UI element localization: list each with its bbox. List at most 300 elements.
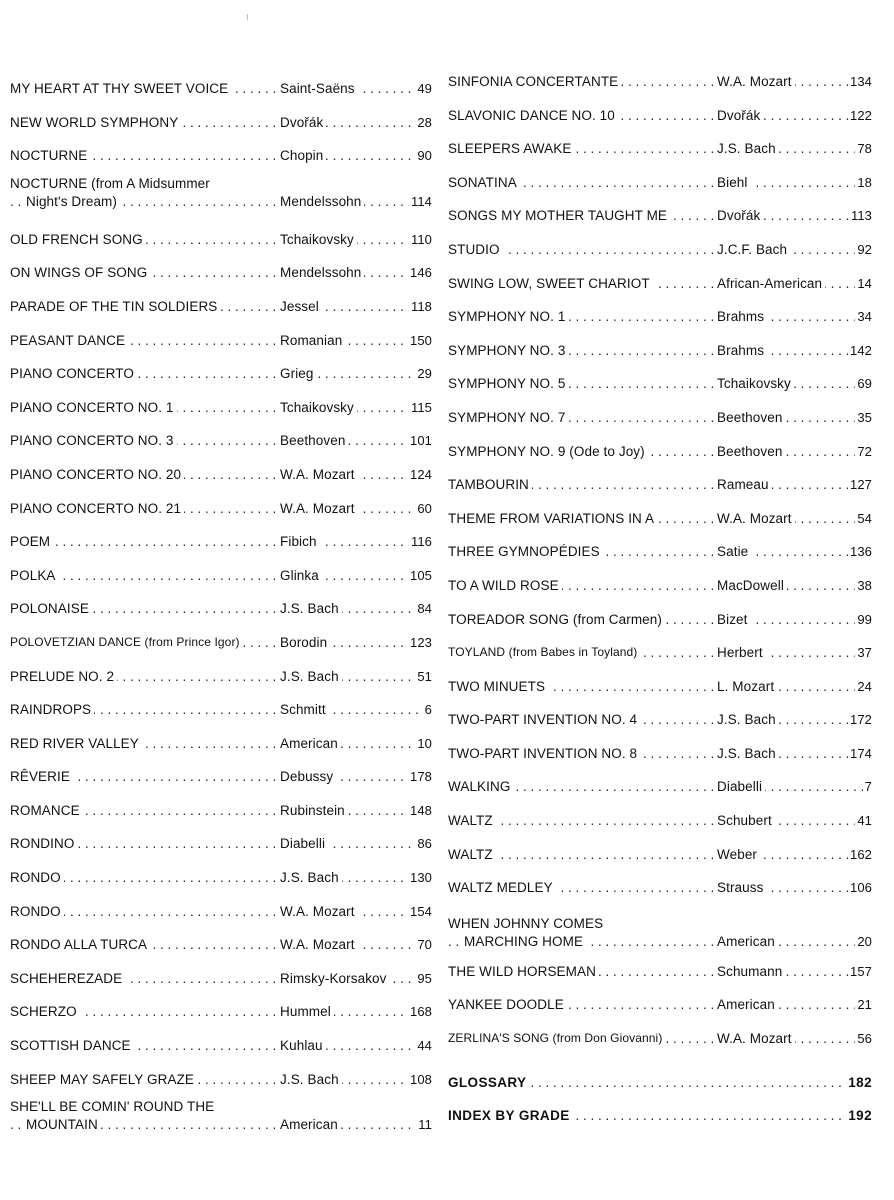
entry-page: 20 [857, 933, 872, 949]
entry-composer: African-American [717, 275, 825, 292]
index-entry [448, 742, 872, 776]
index-entry [10, 557, 432, 591]
index-column-left [10, 70, 432, 1144]
entry-title: THE WILD HORSEMAN [448, 963, 599, 980]
entry-title: TWO-PART INVENTION NO. 4 [448, 711, 640, 728]
entry-title-line [10, 802, 432, 819]
entry-composer: W.A. Mozart [717, 73, 795, 90]
entry-composer: Bizet [717, 611, 751, 628]
entry-title: SLAVONIC DANCE NO. 10 [448, 107, 618, 124]
entry-title-line [448, 342, 872, 359]
entry-page: 6 [424, 702, 432, 718]
entry-page: 95 [417, 970, 432, 986]
entry-composer: Dvořák [280, 114, 326, 131]
entry-title-line [448, 241, 872, 258]
entry-title: WALTZ [448, 846, 496, 863]
entry-page: 56 [857, 1031, 872, 1047]
entry-page: 70 [417, 937, 432, 953]
entry-title-line [10, 114, 432, 131]
entry-composer: Tchaikovsky [280, 231, 357, 248]
entry-page: 41 [857, 813, 872, 829]
entry-composer: Borodin [280, 634, 330, 651]
entry-page: 162 [850, 846, 872, 862]
entry-composer: J.S. Bach [280, 1071, 342, 1088]
entry-composer: Brahms [717, 308, 767, 325]
index-entry [448, 1071, 872, 1105]
entry-composer: Brahms [717, 342, 767, 359]
entry-page: 146 [410, 265, 432, 281]
entry-page: 99 [857, 611, 872, 627]
entry-title: YANKEE DOODLE [448, 996, 567, 1013]
entry-composer: Beethoven [717, 443, 785, 460]
entry-title: RONDO [10, 903, 64, 920]
index-entry [448, 1027, 872, 1061]
index-entry [448, 272, 872, 306]
entry-composer: American [280, 735, 341, 752]
entry-page: 192 [848, 1108, 872, 1124]
index-entry [10, 993, 432, 1027]
entry-title-line [10, 175, 432, 192]
entry-page: 49 [417, 81, 432, 96]
entry-page: 172 [850, 712, 872, 728]
entry-page: 108 [410, 1071, 432, 1087]
index-entry [10, 1027, 432, 1061]
leader-dots [10, 903, 432, 920]
index-entry [10, 422, 432, 456]
entry-title-line [448, 812, 872, 829]
entry-title: NOCTURNE [10, 147, 90, 164]
entry-title-line [448, 933, 872, 950]
entry-page: 142 [850, 342, 872, 358]
entry-title-continued: MARCHING HOME [464, 933, 586, 950]
entry-title: TO A WILD ROSE [448, 577, 562, 594]
index-entry [448, 993, 872, 1027]
entry-composer: Fibich [280, 533, 320, 550]
index-entry [448, 238, 872, 272]
entry-title-line [448, 996, 872, 1013]
entry-page: 178 [410, 769, 432, 785]
entry-title-line [10, 332, 432, 349]
entry-title-line [448, 543, 872, 560]
entry-title-line [448, 963, 872, 980]
entry-page: 38 [857, 577, 872, 593]
entry-composer: Diabelli [717, 778, 765, 795]
entry-title: SCOTTISH DANCE [10, 1037, 134, 1054]
entry-title: WALTZ [448, 812, 496, 829]
entry-page: 72 [857, 443, 872, 459]
entry-page: 86 [417, 836, 432, 852]
entry-title: GLOSSARY [448, 1074, 529, 1091]
entry-composer: J.S. Bach [280, 869, 342, 886]
entry-composer: J.S. Bach [717, 140, 779, 157]
entry-page: 21 [857, 997, 872, 1013]
entry-page: 105 [410, 567, 432, 583]
entry-title: RONDO [10, 869, 64, 886]
entry-page: 114 [410, 193, 432, 209]
entry-page: 116 [410, 534, 432, 550]
index-entry [448, 843, 872, 877]
entry-title-line [448, 1074, 872, 1091]
entry-composer: Biehl [717, 174, 751, 191]
entry-title: PIANO CONCERTO NO. 1 [10, 399, 177, 416]
entry-page: 37 [857, 645, 872, 661]
entry-title-line [448, 915, 872, 932]
entry-title-line [448, 678, 872, 695]
entry-title: RAINDROPS [10, 701, 94, 718]
entry-title: WHEN JOHNNY COMES [448, 915, 606, 932]
index-entry [448, 104, 872, 138]
entry-title: SCHEHEREZADE [10, 970, 125, 987]
entry-title: SYMPHONY NO. 5 [448, 375, 568, 392]
entry-title: MY HEART AT THY SWEET VOICE [10, 80, 231, 97]
entry-page: 90 [417, 148, 432, 164]
entry-title-line [10, 80, 432, 97]
index-entry [448, 473, 872, 507]
entry-composer: J.S. Bach [717, 711, 779, 728]
entry-title-line [10, 936, 432, 953]
entry-page: 29 [417, 366, 432, 382]
entry-composer: Debussy [280, 768, 336, 785]
index-entry [448, 171, 872, 205]
entry-title: SYMPHONY NO. 1 [448, 308, 568, 325]
entry-title-line [10, 533, 432, 550]
entry-title: OLD FRENCH SONG [10, 231, 146, 248]
entry-title: PIANO CONCERTO NO. 20 [10, 466, 184, 483]
entry-title-line [10, 1003, 432, 1020]
index-entry [448, 775, 872, 809]
entry-title-line [10, 298, 432, 315]
entry-composer: MacDowell [717, 577, 787, 594]
entry-page: 35 [857, 409, 872, 425]
entry-title-line [10, 970, 432, 987]
entry-title: ON WINGS OF SONG [10, 264, 150, 281]
entry-composer: Rameau [717, 476, 772, 493]
entry-title-line [448, 443, 872, 460]
entry-title: PEASANT DANCE [10, 332, 128, 349]
entry-composer: Diabelli [280, 835, 328, 852]
entry-page: 122 [850, 107, 872, 123]
entry-title-continued: Night's Dream) [26, 193, 120, 210]
entry-title: SONGS MY MOTHER TAUGHT ME [448, 207, 670, 224]
entry-title-line [448, 644, 872, 661]
entry-title-line [448, 275, 872, 292]
index-entry [10, 658, 432, 692]
index-entry [10, 137, 432, 171]
entry-title-line [448, 745, 872, 762]
entry-page: 78 [857, 141, 872, 157]
entry-title-line [448, 174, 872, 191]
index-entry [448, 339, 872, 373]
index-entry [448, 372, 872, 406]
entry-title: THEME FROM VARIATIONS IN A [448, 510, 657, 527]
entry-page: 24 [857, 678, 872, 694]
leader-dots [448, 812, 872, 829]
index-entry [448, 960, 872, 994]
entry-title: ROMANCE [10, 802, 83, 819]
entry-title: SINFONIA CONCERTANTE [448, 73, 621, 90]
entry-composer: Romanian [280, 332, 345, 349]
index-entry [10, 624, 432, 658]
entry-page: 130 [410, 870, 432, 886]
index-entry [10, 355, 432, 389]
entry-title: SLEEPERS AWAKE [448, 140, 574, 157]
entry-page: 115 [410, 399, 432, 415]
entry-page: 69 [857, 376, 872, 392]
entry-page: 7 [864, 779, 872, 795]
index-entry [448, 809, 872, 843]
entry-page: 124 [410, 466, 432, 482]
entry-title: TOYLAND (from Babes in Toyland) [448, 644, 640, 661]
entry-title: RONDINO [10, 835, 77, 852]
entry-page: 182 [848, 1074, 872, 1090]
entry-title-line [10, 600, 432, 617]
entry-title-line [10, 1037, 432, 1054]
entry-page: 123 [410, 634, 432, 650]
entry-title-line [448, 510, 872, 527]
entry-title-line [448, 1107, 872, 1124]
entry-title-line [10, 1116, 432, 1133]
entry-title-line [10, 466, 432, 483]
index-column-right [448, 70, 872, 1138]
entry-page: 84 [417, 601, 432, 617]
entry-title: SHE'LL BE COMIN' ROUND THE [10, 1098, 217, 1115]
entry-title: INDEX BY GRADE [448, 1107, 573, 1124]
entry-title: SYMPHONY NO. 9 (Ode to Joy) [448, 443, 648, 460]
index-entry [10, 389, 432, 423]
entry-composer: Dvořák [717, 107, 763, 124]
index-entry [448, 574, 872, 608]
entry-composer: J.S. Bach [717, 745, 779, 762]
entry-title-line [448, 711, 872, 728]
entry-title-continued: MOUNTAIN [26, 1116, 101, 1133]
entry-title-line [10, 432, 432, 449]
entry-title-line [448, 409, 872, 426]
entry-composer: Mendelssohn [280, 264, 364, 281]
entry-composer: Dvořák [717, 207, 763, 224]
leader-dots [10, 869, 432, 886]
entry-title-line [10, 567, 432, 584]
entry-page: 101 [410, 433, 432, 449]
page-edge-mark [247, 14, 248, 20]
entry-page: 134 [850, 74, 872, 89]
index-entry [10, 893, 432, 927]
entry-title-line [10, 835, 432, 852]
entry-title: RONDO ALLA TURCA [10, 936, 150, 953]
entry-title-line [448, 308, 872, 325]
entry-title: RED RIVER VALLEY [10, 735, 142, 752]
entry-title: TOREADOR SONG (from Carmen) [448, 611, 665, 628]
entry-title-line [448, 476, 872, 493]
index-entry [448, 507, 872, 541]
entry-composer: American [717, 996, 778, 1013]
entry-page: 44 [417, 1038, 432, 1054]
index-entry [10, 288, 432, 322]
entry-page: 113 [850, 208, 872, 224]
entry-composer: Glinka [280, 567, 322, 584]
entry-page: 54 [857, 510, 872, 526]
entry-title: TWO-PART INVENTION NO. 8 [448, 745, 640, 762]
leader-dots [10, 567, 432, 584]
entry-title-line [448, 846, 872, 863]
index-entry [448, 708, 872, 742]
entry-title-line [10, 869, 432, 886]
index-entry [448, 406, 872, 440]
index-entry [448, 608, 872, 642]
entry-composer: Chopin [280, 147, 326, 164]
entry-composer: W.A. Mozart [280, 903, 358, 920]
entry-page: 174 [850, 745, 872, 761]
entry-composer: Satie [717, 543, 751, 560]
entry-title-line [448, 1030, 872, 1047]
entry-title-line [10, 500, 432, 517]
entry-composer: L. Mozart [717, 678, 777, 695]
entry-page: 34 [857, 309, 872, 325]
entry-title: POLONAISE [10, 600, 92, 617]
entry-page: 157 [850, 963, 872, 979]
index-entry [10, 825, 432, 859]
index-entry [10, 490, 432, 524]
entry-title-line [448, 577, 872, 594]
index-entry [10, 590, 432, 624]
entry-composer: Schubert [717, 812, 775, 829]
entry-title: NOCTURNE (from A Midsummer [10, 175, 213, 192]
entry-composer: Jessel [280, 298, 322, 315]
index-entry [448, 675, 872, 709]
entry-title-line [10, 1098, 432, 1115]
index-entry [448, 540, 872, 574]
entry-page: 51 [417, 668, 432, 684]
index-entry [10, 960, 432, 994]
entry-title: RÊVERIE [10, 768, 73, 785]
index-entry [448, 204, 872, 238]
entry-title: PIANO CONCERTO [10, 365, 137, 382]
entry-title-line [10, 264, 432, 281]
entry-title: TAMBOURIN [448, 476, 532, 493]
index-entry [448, 910, 872, 960]
entry-composer: J.S. Bach [280, 600, 342, 617]
entry-title-line [10, 768, 432, 785]
entry-composer: Mendelssohn [280, 193, 364, 210]
entry-title: THREE GYMNOPÉDIES [448, 543, 603, 560]
entry-title: WALKING [448, 778, 513, 795]
entry-composer: W.A. Mozart [280, 500, 358, 517]
entry-composer: Beethoven [717, 409, 785, 426]
entry-title-line [10, 1071, 432, 1088]
entry-title-line [448, 879, 872, 896]
entry-composer: Grieg [280, 365, 317, 382]
entry-title: POEM [10, 533, 53, 550]
entry-title-line [10, 701, 432, 718]
entry-page: 18 [857, 174, 872, 190]
entry-composer: Saint-Saëns [280, 80, 358, 97]
index-entry [10, 254, 432, 288]
entry-page: 154 [410, 903, 432, 919]
entry-title-line [10, 147, 432, 164]
entry-title: POLOVETZIAN DANCE (from Prince Igor) [10, 634, 243, 651]
index-entry [448, 70, 872, 104]
entry-page: 28 [417, 114, 432, 130]
entry-composer: Herbert [717, 644, 766, 661]
entry-title: SCHERZO [10, 1003, 80, 1020]
entry-page: 60 [417, 500, 432, 516]
entry-composer: Hummel [280, 1003, 334, 1020]
entry-composer: American [280, 1116, 341, 1133]
entry-page: 10 [417, 735, 432, 751]
entry-title: PRELUDE NO. 2 [10, 668, 117, 685]
index-entry [10, 1061, 432, 1095]
entry-composer: W.A. Mozart [280, 466, 358, 483]
entry-title-line [10, 634, 432, 651]
entry-composer: Strauss [717, 879, 766, 896]
entry-title: ZERLINA'S SONG (from Don Giovanni) [448, 1030, 665, 1047]
entry-composer: Schumann [717, 963, 785, 980]
leader-dots [10, 768, 432, 785]
entry-title-line [10, 193, 432, 210]
entry-title: WALTZ MEDLEY [448, 879, 556, 896]
index-entry [10, 691, 432, 725]
entry-composer: Tchaikovsky [280, 399, 357, 416]
entry-title: SONATINA [448, 174, 520, 191]
entry-title: SWING LOW, SWEET CHARIOT [448, 275, 653, 292]
index-entry [10, 926, 432, 960]
entry-title-line [448, 611, 872, 628]
entry-composer: Schmitt [280, 701, 329, 718]
index-entry [10, 456, 432, 490]
entry-page: 110 [410, 231, 432, 247]
index-entry [448, 641, 872, 675]
entry-page: 118 [410, 298, 432, 314]
entry-page: 150 [410, 332, 432, 348]
entry-title: POLKA [10, 567, 59, 584]
index-entry [448, 137, 872, 171]
entry-title: PIANO CONCERTO NO. 3 [10, 432, 177, 449]
index-entry [10, 70, 432, 104]
index-entry [10, 758, 432, 792]
entry-page: 127 [850, 477, 872, 493]
index-entry [10, 221, 432, 255]
entry-composer: Tchaikovsky [717, 375, 794, 392]
leader-dots [448, 846, 872, 863]
leader-dots [10, 533, 432, 550]
entry-composer: Rubinstein [280, 802, 348, 819]
entry-composer: W.A. Mozart [280, 936, 358, 953]
entry-title-line [448, 375, 872, 392]
entry-page: 14 [857, 275, 872, 291]
index-entry [448, 305, 872, 339]
entry-title-line [10, 668, 432, 685]
entry-composer: J.S. Bach [280, 668, 342, 685]
entry-title-line [448, 140, 872, 157]
entry-title-line [10, 399, 432, 416]
entry-title-line [448, 778, 872, 795]
entry-title-line [10, 735, 432, 752]
index-entry [10, 104, 432, 138]
entry-page: 92 [857, 241, 872, 257]
entry-composer: Weber [717, 846, 760, 863]
index-entry [448, 440, 872, 474]
index-entry [10, 171, 432, 221]
entry-title: TWO MINUETS [448, 678, 548, 695]
entry-title-line [448, 107, 872, 124]
entry-title-line [448, 207, 872, 224]
entry-composer: Beethoven [280, 432, 348, 449]
entry-composer: J.C.F. Bach [717, 241, 790, 258]
index-entry [10, 792, 432, 826]
entry-page: 11 [418, 1117, 432, 1133]
leader-dots [448, 241, 872, 258]
index-entry [10, 523, 432, 557]
entry-title-line [10, 903, 432, 920]
